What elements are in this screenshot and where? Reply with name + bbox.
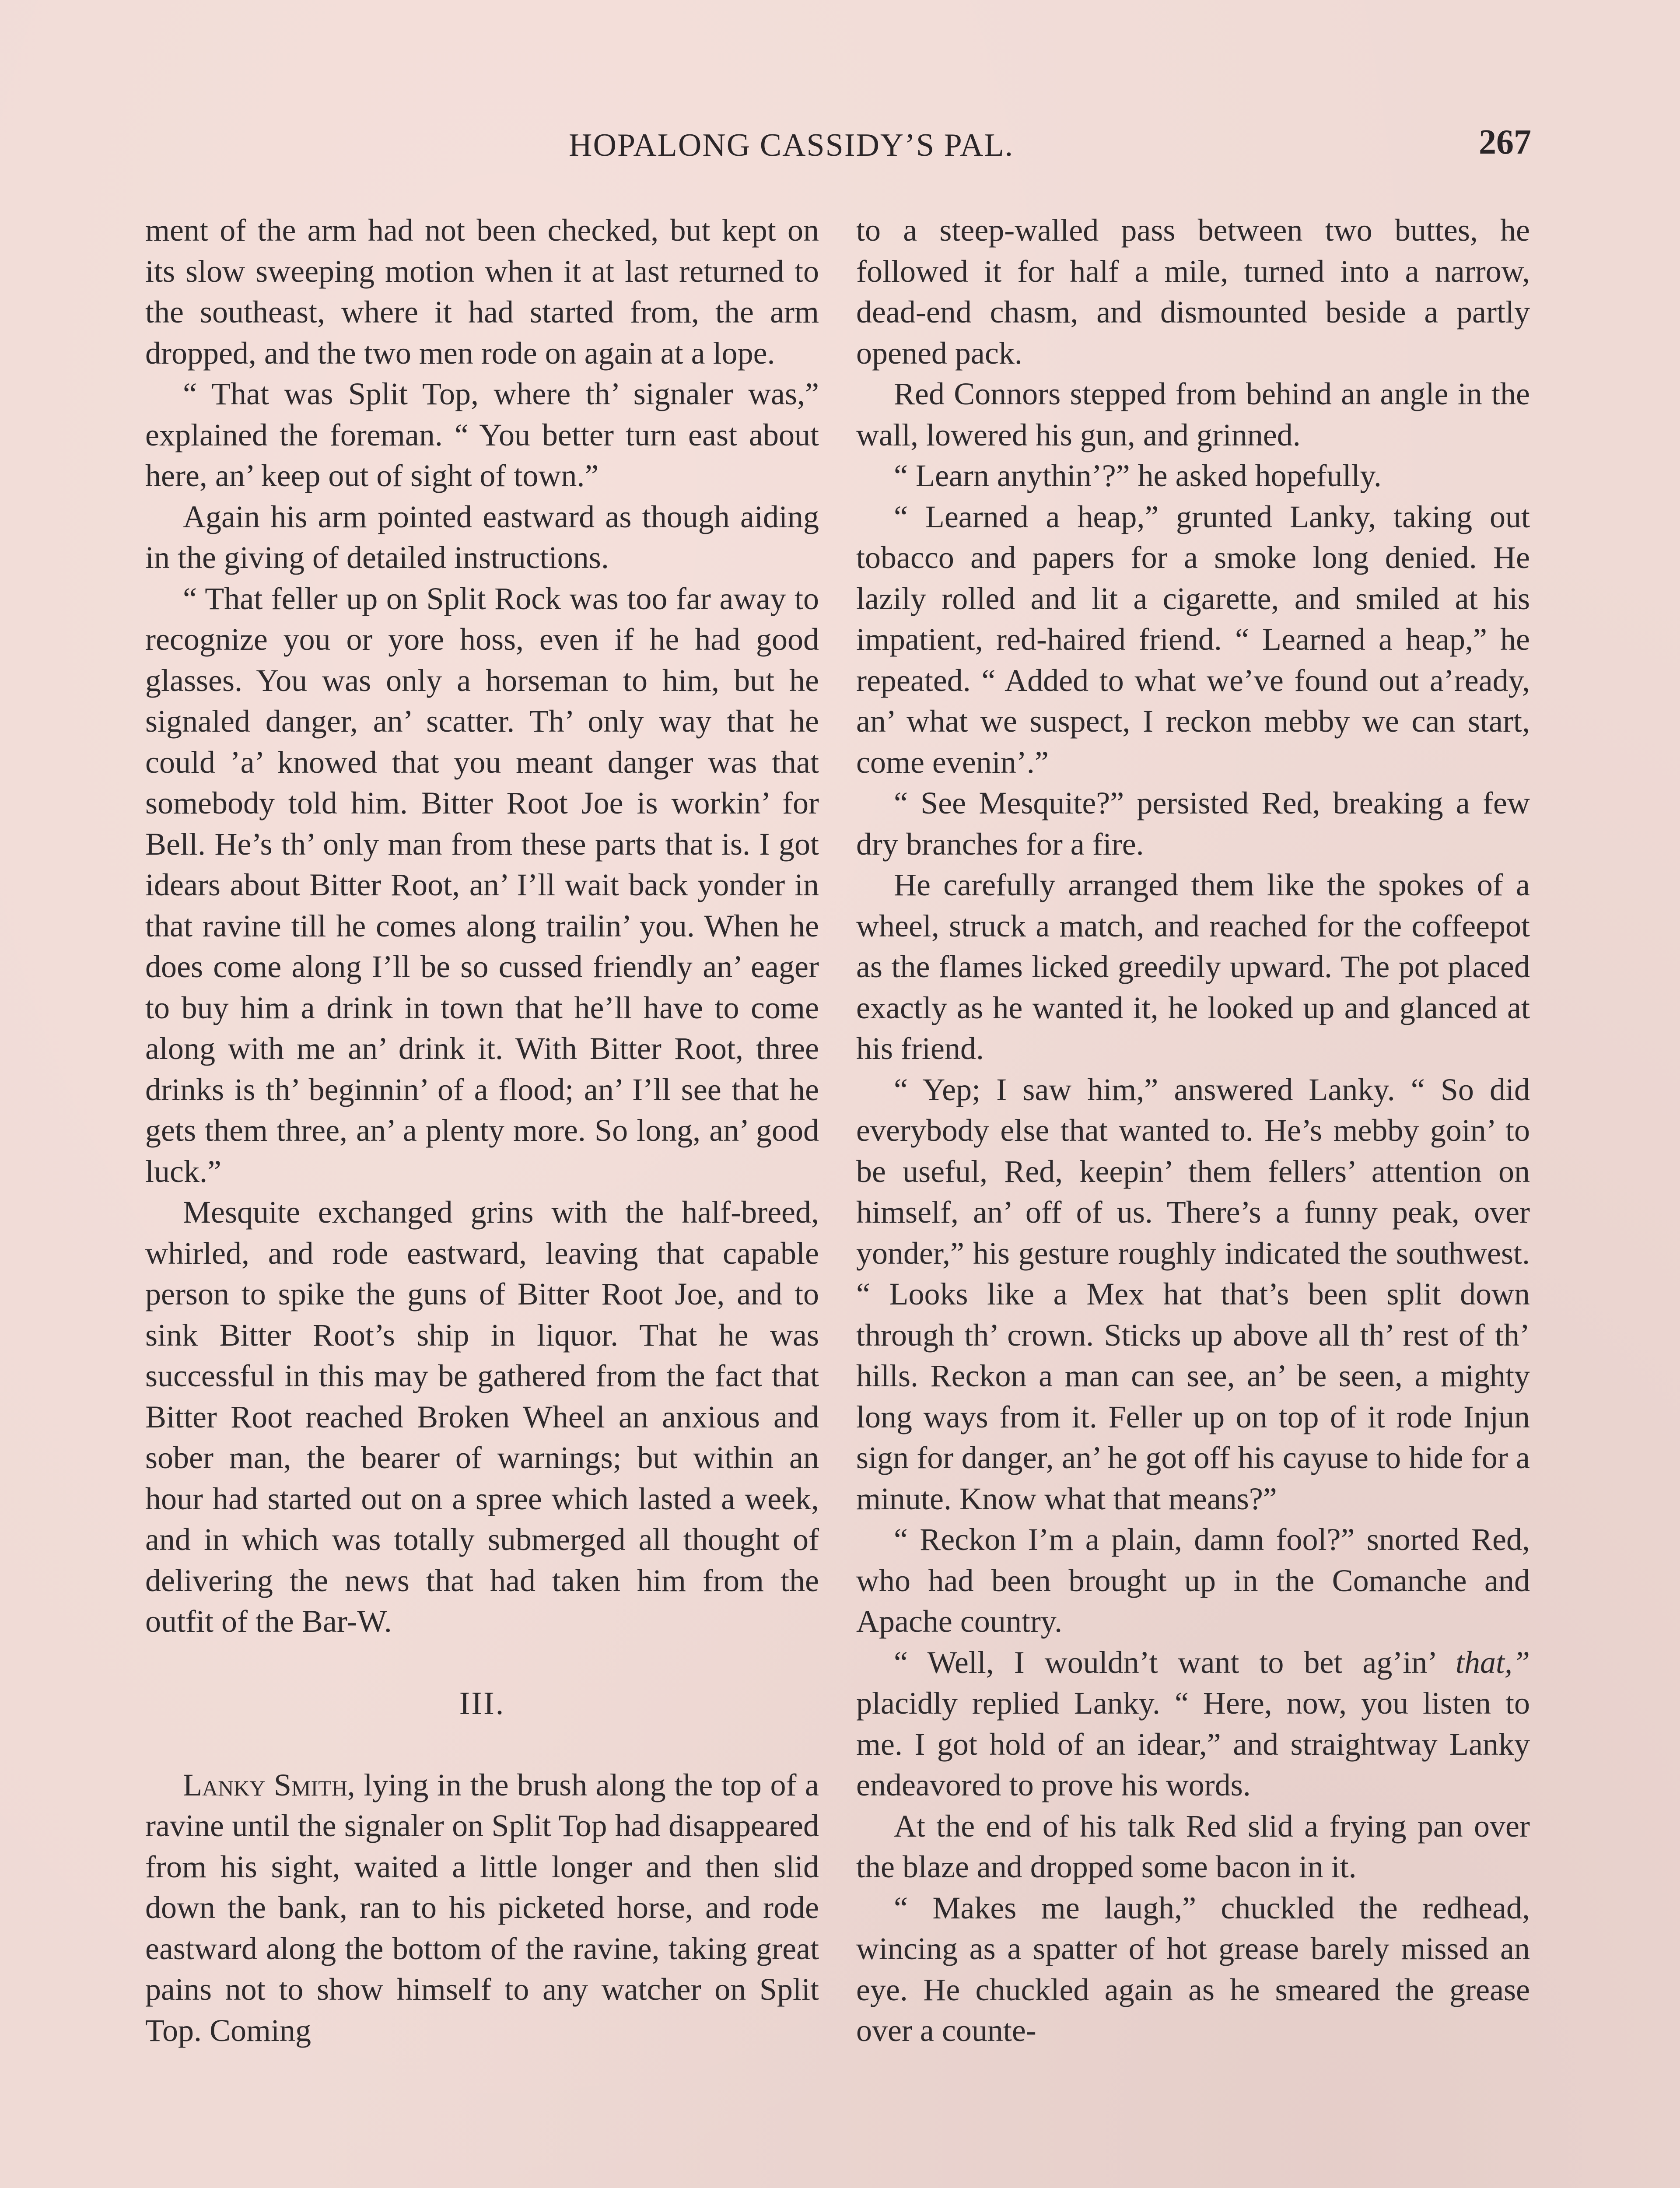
paragraph: ment of the arm had not been checked, but kept on its slow sweeping motion when it at last returned to the southeast, where it had started from, the arm dropped, and the two men rode on again at a lope. (145, 213, 819, 371)
section-heading: III. (459, 1685, 505, 1722)
right-text-column (856, 210, 1530, 2051)
running-title: HOPALONG CASSIDY’S PAL. (569, 127, 1014, 163)
page-number: 267 (1479, 123, 1531, 161)
paragraph: Mesquite exchanged grins with the half-breed, whirled, and rode eastward, leaving that capable person to spike the guns of Bitter Root Joe, and to sink Bitter Root’s ship in liquor. That he was successful in this may be gathered from the fact that Bitter Root reached Broken Wheel an anxious and sober man, the bearer of warnings; but within an hour had started out on a spree which lasted a week, and in which was totally submerged all thought of delivering the news that had taken him from the outfit of the Bar-W. (145, 1195, 819, 1639)
paragraph (145, 1765, 819, 2051)
paragraph: “ Learn anythin’?” he asked hopefully. (894, 458, 1382, 493)
paragraph: Again his arm pointed eastward as though aiding in the giving of detailed instructions. (145, 499, 819, 575)
paragraph: to a steep-walled pass between two buttes, he followed it for half a mile, turned into a narrow, dead-end chasm, and dismounted beside a partly opened pack. (856, 213, 1530, 371)
paragraph-text: “ Well, I wouldn’t want to bet ag’in’ (894, 1645, 1456, 1680)
paragraph: Red Connors stepped from behind an angle in the wall, lowered his gun, and grinned. (856, 376, 1530, 452)
paragraph: “ Yep; I saw him,” answered Lanky. “ So did everybody else that wanted to. He’s mebby goin’ to be useful, Red, keepin’ them fellers’ attention on himself, an’ off of us. There’s a funny peak, over yonder,” his gesture roughly indicated the southwest. “ Looks like a Mex hat that’s been split down through th’ crown. Sticks up above all th’ rest of th’ hills. Reckon a man can see, an’ be seen, a mighty long ways from it. Feller up on top of it rode Injun sign for danger, an’ he got off his cayuse to hide for a minute. Know what that means?” (856, 1072, 1530, 1516)
paragraph: “ Reckon I’m a plain, damn fool?” snorted Red, who had been brought up in the Comanche and Apache country. (856, 1522, 1530, 1639)
paragraph (856, 1642, 1530, 1806)
paragraph: “ Makes me laugh,” chuckled the redhead, wincing as a spatter of hot grease barely missed an eye. He chuckled again as he smeared the grease over a counte- (856, 1890, 1530, 2048)
paragraph: “ Learned a heap,” grunted Lanky, taking out tobacco and papers for a smoke long denied. He lazily rolled and lit a cigarette, and smiled at his impatient, red-haired friend. “ Learned a heap,” he repeated. “ Added to what we’ve found out a’ready, an’ what we suspect, I reckon mebby we can start, come evenin’.” (856, 499, 1530, 780)
paragraph-text: lying in the brush along the top of a ravine until the signaler on Split Top had disappeared from his sight, waited a little longer and then slid down the bank, ran to his picketed horse, and rode eastward along the bottom of the ravine, taking great pains not to show himself to any watcher on Split Top. Coming (145, 1767, 819, 2048)
italic-text: that,” (1455, 1645, 1530, 1680)
paragraph: “ That was Split Top, where th’ signaler was,” explained the foreman. “ You better turn east about here, an’ keep out of sight of town.” (145, 376, 819, 493)
paragraph-text: placidly replied Lanky. “ Here, now, you listen to me. I got hold of an idear,” and straightway Lanky endeavored to prove his words. (856, 1686, 1530, 1802)
chapter-lead-in: Lanky Smith, (183, 1767, 355, 1802)
paragraph: “ That feller up on Split Rock was too far away to recognize you or yore hoss, even if he had good glasses. You was only a horseman to him, but he signaled danger, an’ scatter. Th’ only way that he could ’a’ knowed that you meant danger was that somebody told him. Bitter Root Joe is workin’ for Bell. He’s th’ only man from these parts that is. I got idears about Bitter Root, an’ I’ll wait back yonder in that ravine till he comes along trailin’ you. When he does come along I’ll be so cussed friendly an’ eager to buy him a drink in town that he’ll have to come along with me an’ drink it. With Bitter Root, three drinks is th’ beginnin’ of a flood; an’ I’ll see that he gets them three, an’ a plenty more. So long, an’ good luck.” (145, 581, 819, 1189)
paragraph: “ See Mesquite?” persisted Red, breaking a few dry branches for a fire. (856, 785, 1530, 862)
paragraph: He carefully arranged them like the spokes of a wheel, struck a match, and reached for the coffeepot as the flames licked greedily upward. The pot placed exactly as he wanted it, he looked up and glanced at his friend. (856, 867, 1530, 1066)
paragraph: At the end of his talk Red slid a frying pan over the blaze and dropped some bacon in it. (856, 1808, 1530, 1884)
left-text-column (145, 210, 819, 2051)
